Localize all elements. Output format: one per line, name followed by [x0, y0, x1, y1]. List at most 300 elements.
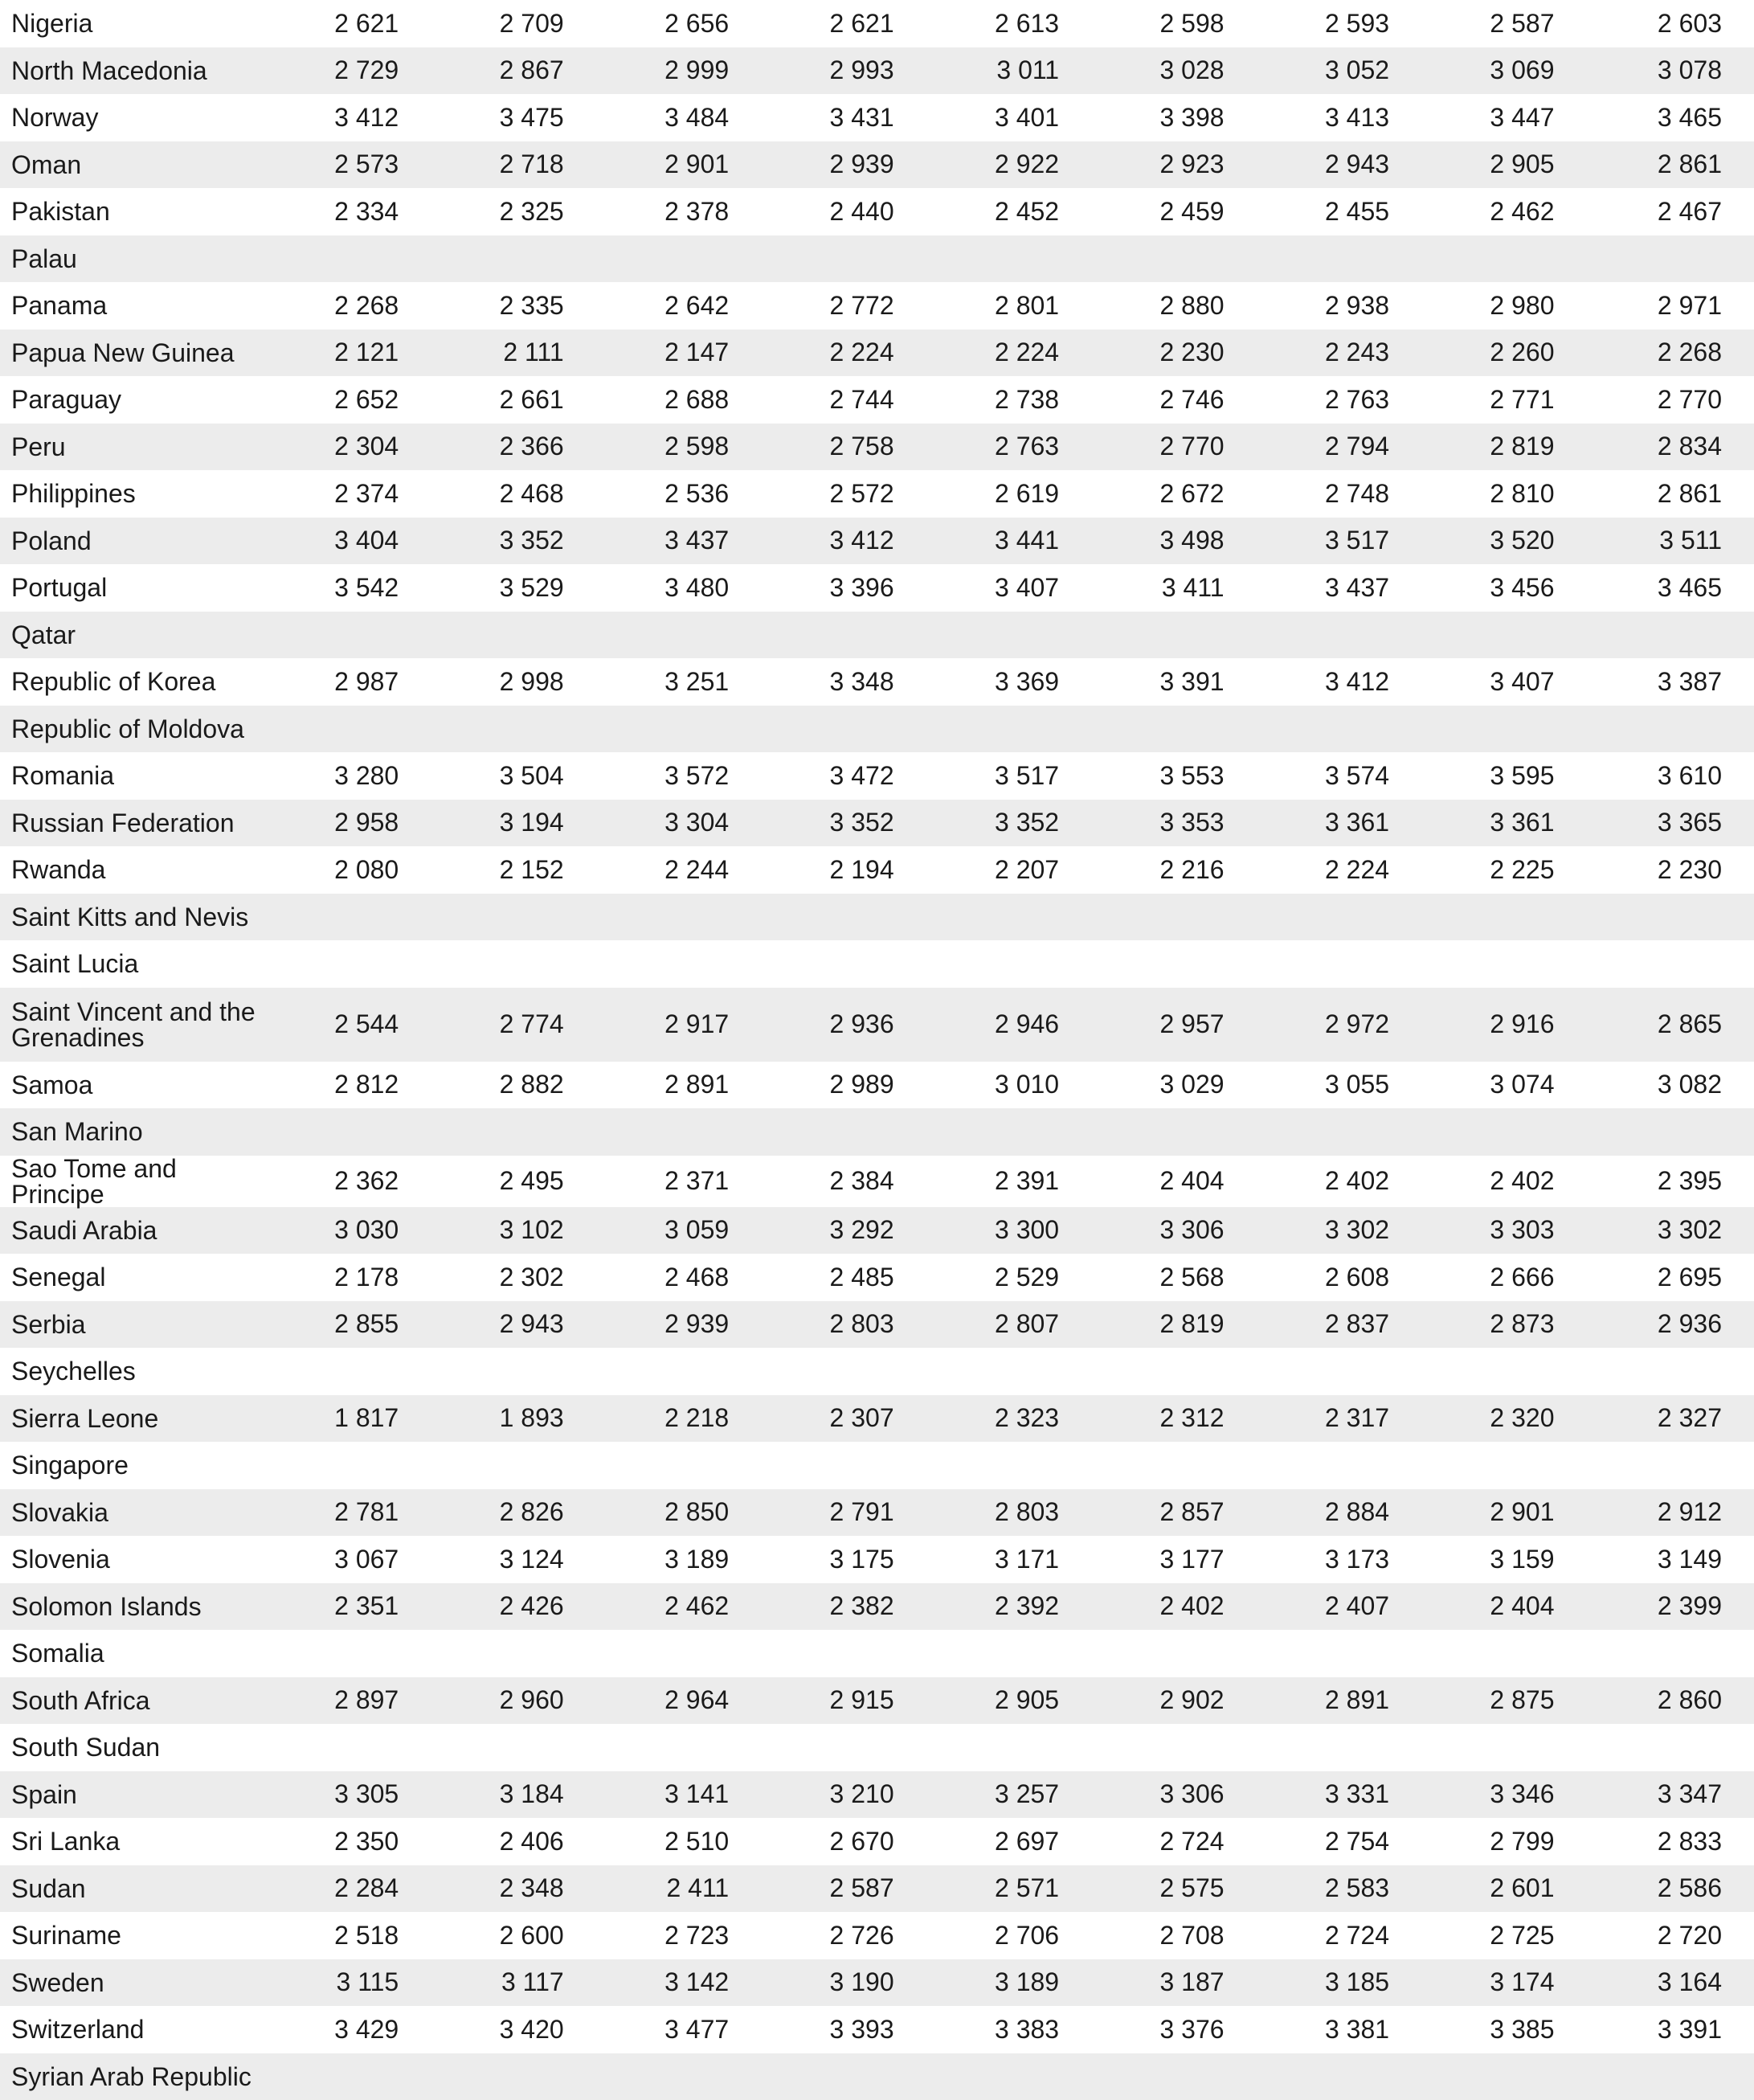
value-cell: 2 938 [1257, 282, 1421, 330]
value-cell: 2 901 [1421, 1489, 1586, 1537]
table-row [0, 376, 1754, 424]
value-cell [266, 1724, 431, 1771]
country-name-cell: Switzerland [0, 2006, 266, 2053]
value-cell: 2 763 [926, 424, 1091, 471]
value-cell: 3 302 [1257, 1207, 1421, 1255]
value-cell: 3 190 [761, 1959, 926, 2007]
value-cell [431, 235, 595, 283]
value-cell: 2 325 [431, 188, 595, 235]
value-cell: 2 268 [266, 282, 431, 330]
value-cell: 3 059 [596, 1207, 761, 1255]
value-cell: 3 381 [1257, 2006, 1421, 2053]
value-cell: 2 621 [761, 0, 926, 47]
value-cell [266, 940, 431, 988]
value-cell: 2 510 [596, 1818, 761, 1865]
value-cell [761, 1348, 926, 1395]
value-cell [761, 1724, 926, 1771]
value-cell: 3 184 [431, 1771, 595, 1819]
value-cell: 2 744 [761, 376, 926, 424]
value-cell [266, 894, 431, 941]
value-cell: 3 437 [596, 518, 761, 565]
value-cell: 2 709 [431, 0, 595, 47]
table-row [0, 1207, 1754, 1255]
value-cell [1257, 1108, 1421, 1156]
value-cell: 3 412 [761, 518, 926, 565]
value-cell: 3 102 [431, 1207, 595, 1255]
value-cell: 3 028 [1091, 47, 1256, 95]
value-cell: 3 159 [1421, 1536, 1586, 1583]
value-cell [266, 612, 431, 659]
value-cell [926, 235, 1091, 283]
value-cell: 3 251 [596, 658, 761, 706]
country-name-cell: Seychelles [0, 1348, 266, 1395]
value-cell: 2 323 [926, 1395, 1091, 1443]
value-cell: 2 571 [926, 1865, 1091, 1913]
value-cell [1421, 1630, 1586, 1677]
value-cell: 3 411 [1091, 564, 1256, 612]
country-name-cell: San Marino [0, 1108, 266, 1156]
value-cell: 2 873 [1421, 1301, 1586, 1349]
value-cell: 2 619 [926, 470, 1091, 518]
value-cell: 2 706 [926, 1912, 1091, 1959]
value-cell: 2 402 [1091, 1583, 1256, 1631]
table-row [0, 1062, 1754, 1109]
country-name-cell: Serbia [0, 1301, 266, 1349]
table-row [0, 94, 1754, 141]
value-cell: 3 504 [431, 752, 595, 800]
value-cell: 3 383 [926, 2006, 1091, 2053]
value-cell: 2 725 [1421, 1912, 1586, 1959]
value-cell: 3 472 [761, 752, 926, 800]
value-cell: 3 142 [596, 1959, 761, 2007]
value-cell [926, 894, 1091, 941]
value-cell: 2 915 [761, 1677, 926, 1725]
value-cell: 3 010 [926, 1062, 1091, 1109]
value-cell: 2 998 [431, 658, 595, 706]
value-cell: 2 621 [266, 0, 431, 47]
country-name-cell: Papua New Guinea [0, 330, 266, 377]
value-cell: 3 030 [266, 1207, 431, 1255]
country-name-cell: Senegal [0, 1254, 266, 1301]
value-cell: 3 352 [761, 800, 926, 847]
value-cell: 2 601 [1421, 1865, 1586, 1913]
value-cell: 2 837 [1257, 1301, 1421, 1349]
value-cell [266, 706, 431, 753]
value-cell [761, 235, 926, 283]
value-cell [1091, 1442, 1256, 1489]
value-cell: 2 946 [926, 988, 1091, 1062]
country-name-cell: Russian Federation [0, 800, 266, 847]
table-row [0, 1677, 1754, 1725]
value-cell: 3 542 [266, 564, 431, 612]
value-cell: 2 891 [1257, 1677, 1421, 1725]
value-cell [431, 894, 595, 941]
value-cell: 2 781 [266, 1489, 431, 1537]
value-cell: 3 376 [1091, 2006, 1256, 2053]
value-cell: 2 402 [1421, 1156, 1586, 1207]
value-cell: 2 758 [761, 424, 926, 471]
value-cell: 3 352 [431, 518, 595, 565]
country-name-cell: Slovenia [0, 1536, 266, 1583]
country-name-cell: Saint Lucia [0, 940, 266, 988]
value-cell [266, 2053, 431, 2100]
value-cell: 2 718 [431, 141, 595, 189]
value-cell [1421, 1108, 1586, 1156]
value-cell [431, 1442, 595, 1489]
value-cell [1587, 612, 1754, 659]
value-cell: 2 462 [596, 1583, 761, 1631]
country-name-cell: Saint Kitts and Nevis [0, 894, 266, 941]
value-cell: 3 413 [1257, 94, 1421, 141]
value-cell: 3 280 [266, 752, 431, 800]
value-cell: 2 600 [431, 1912, 595, 1959]
value-cell: 3 078 [1587, 47, 1754, 95]
value-cell: 3 520 [1421, 518, 1586, 565]
table-row [0, 235, 1754, 283]
table-row [0, 0, 1754, 47]
value-cell [1091, 1630, 1256, 1677]
value-cell: 3 396 [761, 564, 926, 612]
value-cell: 3 391 [1587, 2006, 1754, 2053]
table-row [0, 564, 1754, 612]
value-cell: 2 989 [761, 1062, 926, 1109]
value-cell [596, 1630, 761, 1677]
value-cell: 2 666 [1421, 1254, 1586, 1301]
value-cell: 3 477 [596, 2006, 761, 2053]
value-cell [1091, 612, 1256, 659]
country-name-cell: North Macedonia [0, 47, 266, 95]
value-cell: 3 029 [1091, 1062, 1256, 1109]
value-cell: 2 884 [1257, 1489, 1421, 1537]
value-cell: 2 770 [1091, 424, 1256, 471]
value-cell: 3 511 [1587, 518, 1754, 565]
value-cell: 2 284 [266, 1865, 431, 1913]
value-cell [926, 1348, 1091, 1395]
value-cell: 2 763 [1257, 376, 1421, 424]
value-cell: 2 374 [266, 470, 431, 518]
table-row [0, 1912, 1754, 1959]
value-cell [926, 940, 1091, 988]
value-cell: 2 803 [761, 1301, 926, 1349]
value-cell: 3 553 [1091, 752, 1256, 800]
value-cell: 3 385 [1421, 2006, 1586, 2053]
value-cell: 3 401 [926, 94, 1091, 141]
value-cell: 2 917 [596, 988, 761, 1062]
value-cell: 2 661 [431, 376, 595, 424]
value-cell: 2 980 [1421, 282, 1586, 330]
country-name-cell: Republic of Moldova [0, 706, 266, 753]
value-cell: 2 518 [266, 1912, 431, 1959]
value-cell: 3 177 [1091, 1536, 1256, 1583]
value-cell [596, 612, 761, 659]
value-cell [1421, 235, 1586, 283]
value-cell: 3 353 [1091, 800, 1256, 847]
value-cell: 2 656 [596, 0, 761, 47]
value-cell [596, 940, 761, 988]
value-cell: 2 723 [596, 1912, 761, 1959]
value-cell: 2 833 [1587, 1818, 1754, 1865]
table-row [0, 330, 1754, 377]
value-cell [596, 1348, 761, 1395]
value-cell [1257, 1442, 1421, 1489]
country-name-cell: South Sudan [0, 1724, 266, 1771]
value-cell: 2 746 [1091, 376, 1256, 424]
value-cell: 2 923 [1091, 141, 1256, 189]
table-row [0, 612, 1754, 659]
table-row [0, 1254, 1754, 1301]
table-row [0, 1771, 1754, 1819]
table-row [0, 1348, 1754, 1395]
value-cell: 2 121 [266, 330, 431, 377]
value-cell: 2 670 [761, 1818, 926, 1865]
table-row [0, 1630, 1754, 1677]
value-cell: 2 587 [761, 1865, 926, 1913]
value-cell [761, 1442, 926, 1489]
table-row [0, 282, 1754, 330]
value-cell: 3 052 [1257, 47, 1421, 95]
value-cell: 2 395 [1587, 1156, 1754, 1207]
value-cell: 2 993 [761, 47, 926, 95]
value-cell [1421, 1724, 1586, 1771]
value-cell: 2 468 [596, 1254, 761, 1301]
value-cell: 2 462 [1421, 188, 1586, 235]
value-cell [431, 1724, 595, 1771]
value-cell: 2 905 [926, 1677, 1091, 1725]
value-cell: 3 404 [266, 518, 431, 565]
value-cell [1587, 235, 1754, 283]
country-name-cell: Peru [0, 424, 266, 471]
value-cell: 2 964 [596, 1677, 761, 1725]
value-cell: 2 855 [266, 1301, 431, 1349]
value-cell: 2 575 [1091, 1865, 1256, 1913]
value-cell [1421, 1348, 1586, 1395]
value-cell: 3 115 [266, 1959, 431, 2007]
value-cell [1587, 894, 1754, 941]
country-name-cell: Qatar [0, 612, 266, 659]
value-cell: 2 587 [1421, 0, 1586, 47]
value-cell: 2 738 [926, 376, 1091, 424]
value-cell: 2 402 [1257, 1156, 1421, 1207]
value-cell: 2 399 [1587, 1583, 1754, 1631]
country-name-cell: Paraguay [0, 376, 266, 424]
table-row [0, 188, 1754, 235]
value-cell: 2 697 [926, 1818, 1091, 1865]
country-name-cell: Samoa [0, 1062, 266, 1109]
value-cell: 2 850 [596, 1489, 761, 1537]
value-cell: 3 331 [1257, 1771, 1421, 1819]
value-cell [1091, 1348, 1256, 1395]
value-cell: 3 517 [926, 752, 1091, 800]
country-name-cell: Sweden [0, 1959, 266, 2007]
value-cell: 2 268 [1587, 330, 1754, 377]
value-cell: 3 572 [596, 752, 761, 800]
value-cell: 2 875 [1421, 1677, 1586, 1725]
value-cell: 3 412 [1257, 658, 1421, 706]
value-cell: 3 069 [1421, 47, 1586, 95]
value-cell: 3 055 [1257, 1062, 1421, 1109]
value-cell: 2 348 [431, 1865, 595, 1913]
value-cell: 3 149 [1587, 1536, 1754, 1583]
value-cell: 2 774 [431, 988, 595, 1062]
table-row [0, 47, 1754, 95]
value-cell: 3 393 [761, 2006, 926, 2053]
value-cell: 2 392 [926, 1583, 1091, 1631]
value-cell [596, 1108, 761, 1156]
value-cell: 2 897 [266, 1677, 431, 1725]
value-cell: 2 225 [1421, 846, 1586, 894]
value-cell: 2 834 [1587, 424, 1754, 471]
value-cell [761, 706, 926, 753]
value-cell [1257, 612, 1421, 659]
value-cell [1587, 1724, 1754, 1771]
value-cell: 2 936 [761, 988, 926, 1062]
value-cell: 2 216 [1091, 846, 1256, 894]
value-cell: 2 224 [761, 330, 926, 377]
value-cell: 2 772 [761, 282, 926, 330]
value-cell: 3 441 [926, 518, 1091, 565]
table-row [0, 1108, 1754, 1156]
value-cell: 3 171 [926, 1536, 1091, 1583]
value-cell: 2 939 [596, 1301, 761, 1349]
value-cell: 3 387 [1587, 658, 1754, 706]
value-cell: 2 230 [1091, 330, 1256, 377]
value-cell [431, 612, 595, 659]
value-cell: 2 244 [596, 846, 761, 894]
country-name-cell: Syrian Arab Republic [0, 2053, 266, 2100]
value-cell [596, 1724, 761, 1771]
value-cell: 2 958 [266, 800, 431, 847]
value-cell [266, 1630, 431, 1677]
table-row [0, 752, 1754, 800]
value-cell: 2 960 [431, 1677, 595, 1725]
value-cell: 2 586 [1587, 1865, 1754, 1913]
value-cell: 2 307 [761, 1395, 926, 1443]
value-cell: 2 351 [266, 1583, 431, 1631]
value-cell: 2 468 [431, 470, 595, 518]
value-cell [1091, 894, 1256, 941]
value-cell: 2 891 [596, 1062, 761, 1109]
value-cell: 2 260 [1421, 330, 1586, 377]
value-cell: 2 320 [1421, 1395, 1586, 1443]
country-name-cell: Rwanda [0, 846, 266, 894]
value-cell [266, 1442, 431, 1489]
value-cell: 2 335 [431, 282, 595, 330]
value-cell [761, 612, 926, 659]
value-cell: 3 175 [761, 1536, 926, 1583]
value-cell: 2 826 [431, 1489, 595, 1537]
value-cell: 2 905 [1421, 141, 1586, 189]
value-cell: 3 431 [761, 94, 926, 141]
value-cell: 3 447 [1421, 94, 1586, 141]
table-row [0, 988, 1754, 1062]
value-cell: 2 382 [761, 1583, 926, 1631]
country-name-cell: Panama [0, 282, 266, 330]
value-cell: 2 529 [926, 1254, 1091, 1301]
value-cell [1587, 1630, 1754, 1677]
value-cell: 2 598 [596, 424, 761, 471]
value-cell [1421, 612, 1586, 659]
value-cell: 3 292 [761, 1207, 926, 1255]
value-cell: 2 754 [1257, 1818, 1421, 1865]
value-cell: 2 936 [1587, 1301, 1754, 1349]
table-row [0, 1442, 1754, 1489]
value-cell: 3 257 [926, 1771, 1091, 1819]
value-cell: 3 082 [1587, 1062, 1754, 1109]
value-cell [926, 1630, 1091, 1677]
value-cell [1421, 2053, 1586, 2100]
country-name-cell: Singapore [0, 1442, 266, 1489]
value-cell: 2 726 [761, 1912, 926, 1959]
country-name-cell: Sudan [0, 1865, 266, 1913]
value-cell: 2 391 [926, 1156, 1091, 1207]
country-name-cell: Solomon Islands [0, 1583, 266, 1631]
country-name-cell: Slovakia [0, 1489, 266, 1537]
value-cell: 2 613 [926, 0, 1091, 47]
value-cell [1257, 1348, 1421, 1395]
value-cell: 1 817 [266, 1395, 431, 1443]
value-cell [431, 1108, 595, 1156]
value-cell: 2 861 [1587, 470, 1754, 518]
value-cell: 2 943 [1257, 141, 1421, 189]
value-cell: 3 365 [1587, 800, 1754, 847]
value-cell: 2 819 [1091, 1301, 1256, 1349]
value-cell [596, 1442, 761, 1489]
value-cell: 2 467 [1587, 188, 1754, 235]
value-cell: 3 610 [1587, 752, 1754, 800]
value-cell: 2 411 [596, 1865, 761, 1913]
value-cell: 2 080 [266, 846, 431, 894]
value-cell: 3 465 [1587, 564, 1754, 612]
table-row [0, 1489, 1754, 1537]
table-row [0, 1865, 1754, 1913]
value-cell [926, 706, 1091, 753]
country-name-cell: Norway [0, 94, 266, 141]
value-cell: 3 391 [1091, 658, 1256, 706]
value-cell: 2 861 [1587, 141, 1754, 189]
value-cell [1257, 235, 1421, 283]
table-row [0, 1156, 1754, 1207]
value-cell: 3 074 [1421, 1062, 1586, 1109]
value-cell: 2 987 [266, 658, 431, 706]
value-cell: 2 218 [596, 1395, 761, 1443]
value-cell: 2 771 [1421, 376, 1586, 424]
table-row [0, 706, 1754, 753]
value-cell [1091, 2053, 1256, 2100]
value-cell: 2 720 [1587, 1912, 1754, 1959]
value-cell: 2 922 [926, 141, 1091, 189]
value-cell: 3 480 [596, 564, 761, 612]
value-cell: 2 901 [596, 141, 761, 189]
value-cell: 2 801 [926, 282, 1091, 330]
value-cell: 2 608 [1257, 1254, 1421, 1301]
value-cell: 3 302 [1587, 1207, 1754, 1255]
value-cell: 2 152 [431, 846, 595, 894]
value-cell: 2 724 [1091, 1818, 1256, 1865]
value-cell: 2 957 [1091, 988, 1256, 1062]
value-cell: 2 598 [1091, 0, 1256, 47]
country-name-cell: Sao Tome and Principe [0, 1156, 266, 1207]
table-row [0, 894, 1754, 941]
value-cell: 3 529 [431, 564, 595, 612]
value-cell: 3 067 [266, 1536, 431, 1583]
value-cell: 2 147 [596, 330, 761, 377]
country-name-cell: Suriname [0, 1912, 266, 1959]
value-cell: 2 724 [1257, 1912, 1421, 1959]
value-cell: 2 867 [431, 47, 595, 95]
value-cell: 3 306 [1091, 1771, 1256, 1819]
value-cell: 3 595 [1421, 752, 1586, 800]
value-cell: 2 404 [1091, 1156, 1256, 1207]
